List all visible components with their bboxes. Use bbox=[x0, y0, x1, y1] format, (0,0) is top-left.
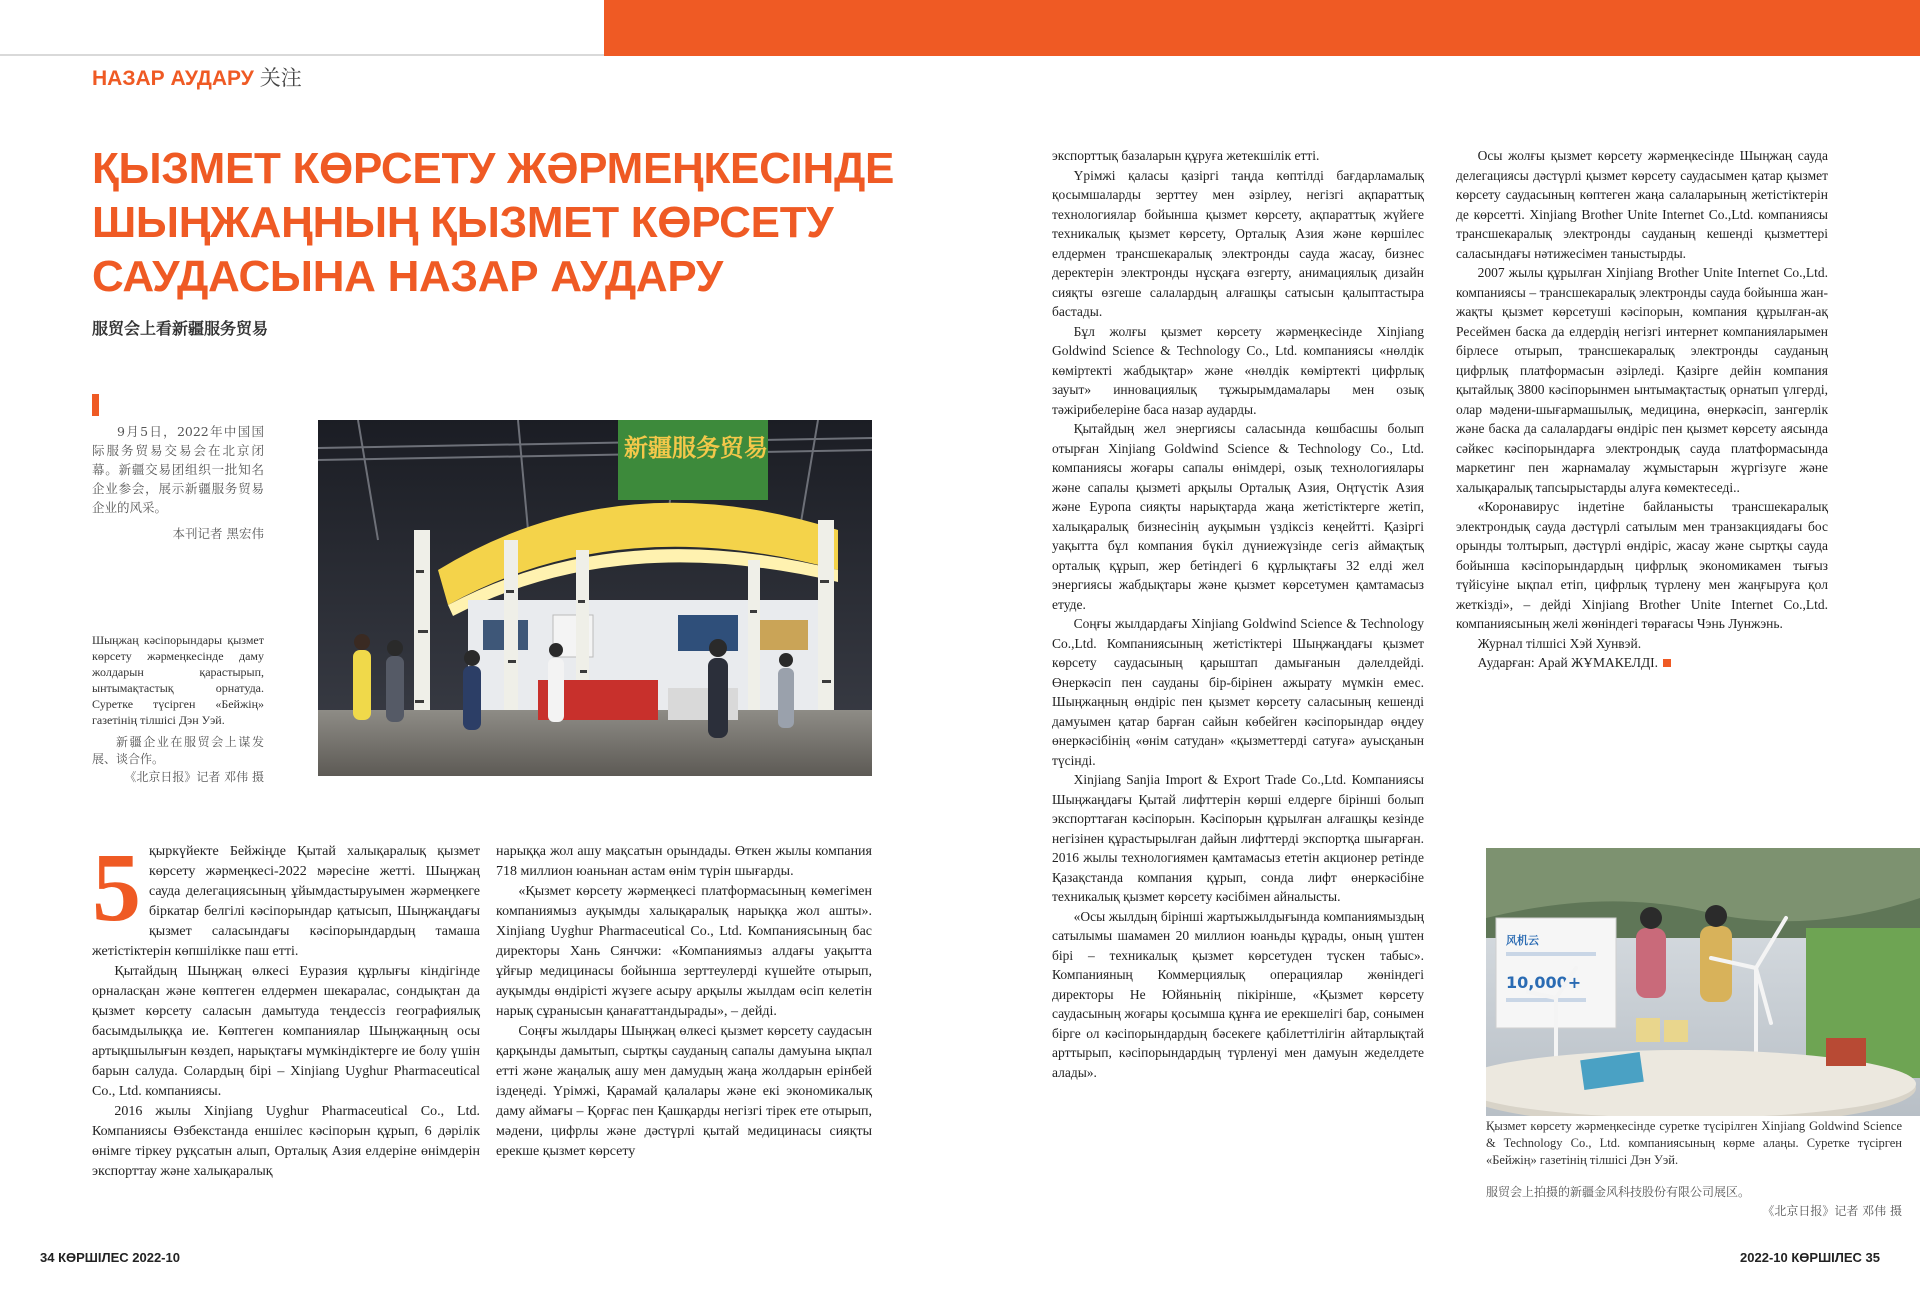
byline-reporter: Журнал тілшісі Хэй Хунвэй. bbox=[1477, 635, 1642, 651]
paragraph: Соңғы жылдары Шыңжаң өлкесі қызмет көрсету саудасын қарқынды дамытып, сыртқы сауданың сапалы дамуына ықпал етті және жаңалық ашу мен дамудың жаңа жолдарын ерінбей іздеңеді. Үрімжі, Қарамай қалалары және екі экономикалық даму аймағы – Қорғас пен Қашқарды негізгі тірек ете отырып, мәдени, цифрлы және дәстүрлі қытай медицинасы сияқты ерекше қызмет көрсету bbox=[496, 1024, 872, 1159]
top-rule bbox=[0, 54, 604, 56]
section-tag-cn: 关注 bbox=[259, 67, 302, 90]
paragraph bbox=[92, 834, 480, 962]
photo1-caption-cn-credit: 《北京日报》记者 邓伟 摄 bbox=[124, 770, 264, 784]
photo-exhibition-booth bbox=[318, 420, 872, 776]
paragraph: Осы жолғы қызмет көрсету жәрмеңкесінде Шыңжаң сауда делегациясы дәстүрлі қызмет көрсету саудасымен қатар қызмет көрсету саудасының көптеген жаңа салаларының жетістіктерін де көрсетті. Xinjiang Brother Unite Internet Co.,Ltd. компаниясы трансшекаралық электронды сауданың кешенді қызметтері саласындағы нәтижесімен таныстырды. bbox=[1456, 148, 1828, 261]
paragraph: нарыққа жол ашу мақсатын орындады. Өткен жылы компания 718 миллион юаньнан астам өнім түрін шығарды. bbox=[496, 844, 872, 879]
paragraph: Қытайдың жел энергиясы саласында көшбасшы болып отырған Xinjiang Goldwind Science & Technology Co., Ltd. компаниясы жоғары сапалы өнімдері, озық технологиялары және сапалы қызметі арқылы Орталық Азия, Оңтүстік Азия және Еуропа сияқты нарықтарда жаңа жетістіктерге жетіп, халықаралық бизнесінің ауқымын үздіксіз кеңейтті. Қазіргі уақытта бұл компания бүкіл дүниежүзінде сегіз аймақтық орталық құрып, жер бетіндегі 6 құрлықтағы 32 елді жел энергиясы жабдықтары және қызмет көрсетумен қамтамасыз етуде. bbox=[1052, 421, 1424, 612]
photo1-caption-cn: 新疆企业在服贸会上谋发展、谈合作。 bbox=[92, 735, 264, 766]
booth-sign-text: 新疆服务贸易 bbox=[624, 434, 768, 462]
paragraph: «Қызмет көрсету жәрмеңкесі платформасының көмегімен компаниямыз ауқымды халықаралық нарыққа жол ашты». Xinjiang Uyghur Pharmaceutical Co., Ltd. Компаниясының бас директоры Хань Сянчжи: «Компаниямыз алдағы уақытта ұйғыр медицинасы бойынша зерттеулерді күшейте отырып, ауқымды өндірісті жүзеге асыру арқылы жылдам өсіп келетін нарық сұранысын қанағаттандырады», – дейді. bbox=[496, 884, 872, 1019]
section-tag bbox=[92, 62, 302, 92]
paragraph: 2016 жылы Xinjiang Uyghur Pharmaceutical Co., Ltd. Компаниясы Өзбекстанда еншілес кәсіпорын құрып, 6 дәрілік өнімге тіркеу рұқсатын алып, Орталық Азия елдеріне өнімдерін экспорттау және халықаралық bbox=[92, 1104, 480, 1179]
paragraph: 2007 жылы құрылған Xinjiang Brother Unite Internet Co.,Ltd. компаниясы – трансшекаралық электронды сауда бойынша жан-жақты қызмет көрсетуші кәсіпорын, компания құрылған-ақ Ресеймен баска да елдердің негізгі интернет компанияларымен бірлесе отырып, трансшекаралық электронды сауданың цифрлық платформасын әзірледі. Қазірге дейін компания қытайлық 3800 кәсіпорынмен ынтымақтастық орнатып үлгерді, олар мәдени-шығармашылық, медицина, өнеркәсіп, зангерлік және баска да салалардағы өндіріс пен қызмет көрсету аясында сәйкес кәсіпорындарға электрондық сауда платформасында маркетинг пен жарнамалау жұмыстарын жүргізуге және халықаралық тапсырыстарды алуға көмектеседі.. bbox=[1456, 265, 1828, 495]
body-column-2 bbox=[496, 842, 872, 1162]
photo2-caption-kz: Қызмет көрсету жәрмеңкесінде суретке түсірілген Xinjiang Goldwind Science & Technology Co., Ltd. компаниясының көрме алаңы. Суретке түсірген «Бейжің» газетінің тілшісі Дэн Уэй. bbox=[1486, 1119, 1902, 1167]
paragraph: Үрімжі қаласы қазіргі таңда көптілді бағдарламалық қосымшаларды зерттеу мен әзірлеу, негізгі ақпараттық технологиялар бойынша қызмет көрсету, ақпараттық жүйеге техникалық қызмет көрсету, Орталық Азия және көршілес елдермен трансшекаралық электронды сауда жасау, бизнес деректерін электронды нұсқаға өзгерту, анимациялық дизайн сияқты өзгеше салалардың алғашқы сатысын қалыптастыра бастады. bbox=[1052, 167, 1424, 319]
paragraph-text: қыркүйекте Бейжіңде Қытай халықаралық қызмет көрсету жәрмеңкесі-2022 мәресіне жетті. Шыңжаң сауда делегациясының ұйымдастыруымен жәрмеңкеге біркатар белгілі кәсіпорындар қатысып, Шыңжаңдағы қызмет саласындағы кәсіпорындардың тамаша жетістіктерін көпшілікке паш етті. bbox=[92, 844, 480, 959]
footer-left: 34 КӨРШІЛЕС 2022-10 bbox=[40, 1250, 180, 1265]
body-column-3 bbox=[1052, 146, 1424, 1082]
byline-translator bbox=[1456, 653, 1828, 673]
body-column-1 bbox=[92, 834, 480, 1182]
turbine-exhibit-illustration bbox=[1486, 848, 1920, 1116]
top-accent-bar bbox=[604, 0, 1920, 56]
paragraph: «Осы жылдың бірінші жартыжылдығында компаниямыздың сатылымы шамамен 20 миллион юаньды құрады, оның үштен бірі – техникалық қызмет көрсетуден түскен табыс». Компанияның Коммерциялық операциялар жөніндегі директоры Не Юйяньнің пікірінше, «Қызмет көрсету саудасының жоғары қосымша құнға ие ерекшелігі бар, сонымен бірге ол кәсіпорындардың бәсекеге қабілеттілігін айтарлықтай арттырып, кәсіпорындардың түрленуі мен дамуын жеделдете алады». bbox=[1052, 908, 1424, 1080]
photo1-caption-kz: Шыңжаң кәсіпорындары қызмет көрсету жәрмеңкесінде даму жолдарын қарастырып, ынтымақтастық орнатуда. Суретке түсірген «Бейжің» газетінің тілшісі Дэн Уэй. bbox=[92, 633, 264, 727]
paragraph: экспорттық базаларын құруға жетекшілік етті. bbox=[1052, 148, 1320, 163]
headline-line-1: ҚЫЗМЕТ КӨРСЕТУ ЖӘРМЕҢКЕСІНДЕ bbox=[92, 144, 895, 193]
byline-translator-text: Аударған: Арай ЖҰМАКЕЛДІ. bbox=[1477, 655, 1659, 670]
lead-caption-credit: 本刊记者 黑宏伟 bbox=[172, 526, 264, 541]
paragraph: Соңғы жылдардағы Xinjiang Goldwind Science & Technology Co.,Ltd. Компаниясының жетістіктері Шыңжаңдағы қызмет көрсету саудасының қарыштап дамығанын дәлелдейді. Өнеркәсіп пен сауданы бір-бірінен ажырату мүмкін емес. Шыңжаңның өндіріс пен қызмет көрсету саласының кешенді дамуымен қатар барған сайын көбейген кәсіпорындар өңдеу өнеркәсібінің «өнім сатудан» «қызметтерді сатуға» ауысқанын түсінді. bbox=[1052, 616, 1424, 768]
article-headline bbox=[92, 142, 895, 304]
panel-stat: 10,000+ bbox=[1506, 973, 1582, 992]
booth-illustration bbox=[318, 420, 872, 776]
caption-accent-bar bbox=[92, 394, 99, 416]
footer-right: 2022-10 КӨРШІЛЕС 35 bbox=[1740, 1250, 1880, 1265]
photo2-caption-cn: 服贸会上拍摄的新疆金风科技股份有限公司展区。 bbox=[1486, 1185, 1751, 1199]
end-mark bbox=[1663, 659, 1671, 667]
drop-cap: 5 bbox=[92, 834, 141, 942]
photo-goldwind-exhibit bbox=[1486, 848, 1920, 1116]
paragraph: «Коронавирус індетіне байланысты трансшекаралық электрондық сауда дәстүрлі сатылым мен транзакциядағы бос орынды толтырып, дәстүрлі өндіріс, жасау және сыртқы сауда бойынша кәсіпорындардың цифрлық экономикамен тығыз түйісуіне ықпал етіп, цифрлық түрлену мен жаңғыруға қол жеткізді», – дейді Xinjiang Brother Unite Internet Co.,Ltd. компаниясының желі жөніндегі төрағасы Чэнь Лунжэнь. bbox=[1456, 499, 1828, 631]
body-column-4 bbox=[1456, 146, 1828, 673]
paragraph: Бұл жолғы қызмет көрсету жәрмеңкесінде Xinjiang Goldwind Science & Technology Co., Ltd. компаниясы «нөлдік көміртекті жабдықтар» және «нөлдік көміртекті цифрлық зауыт» инновациялық тұжырымдамалары мен озық тәжірибелеріне баса назар аударды. bbox=[1052, 323, 1424, 417]
section-tag-kz: НАЗАР АУДАРУ bbox=[92, 67, 254, 90]
paragraph: Қытайдың Шыңжаң өлкесі Еуразия құрлығы кіндігінде орналасқан және көптеген елдермен шекаралас, сондықтан да қызмет көрсету саласын дамытуда теңдессіз географиялық басымдылыққа ие. Көптеген компаниялар Шыңжаңның осы артықшылығын көздеп, нарықтағы мүмкіндіктерге ие болу үшін барын салуда. Солардың бірі – Xinjiang Uyghur Pharmaceutical Co., Ltd. компаниясы. bbox=[92, 964, 480, 1099]
lead-caption-cn: 9月5日，2022年中国国际服务贸易交易会在北京闭幕。新疆交易团组织一批知名企业参会，展示新疆服务贸易企业的风采。 bbox=[92, 424, 264, 515]
headline-line-2: ШЫҢЖАҢНЫҢ ҚЫЗМЕТ КӨРСЕТУ bbox=[92, 198, 834, 247]
paragraph: Xinjiang Sanjia Import & Export Trade Co.,Ltd. Компаниясы Шыңжаңдағы Қытай лифттерін көрші елдерге бірінші болып экспорттаған кәсіпорын. Кәсіпорын құрылған алғашқы кезінде негізінен құрастырылған дайын лифттерді экспортқа шығарған. 2016 жылы технологиямен қамтамасыз ететін акционер ретінде Қазақстанда компания құрып, сонда лифт өнеркәсібіне техникалық қызмет көрсету кәсібімен айналысты. bbox=[1052, 772, 1424, 904]
article-subtitle-cn: 服贸会上看新疆服务贸易 bbox=[92, 319, 269, 338]
panel-title: 风机云 bbox=[1506, 934, 1539, 947]
headline-line-3: САУДАСЫНА НАЗАР АУДАРУ bbox=[92, 252, 723, 301]
photo2-caption-cn-credit: 《北京日报》记者 邓伟 摄 bbox=[1762, 1204, 1902, 1218]
